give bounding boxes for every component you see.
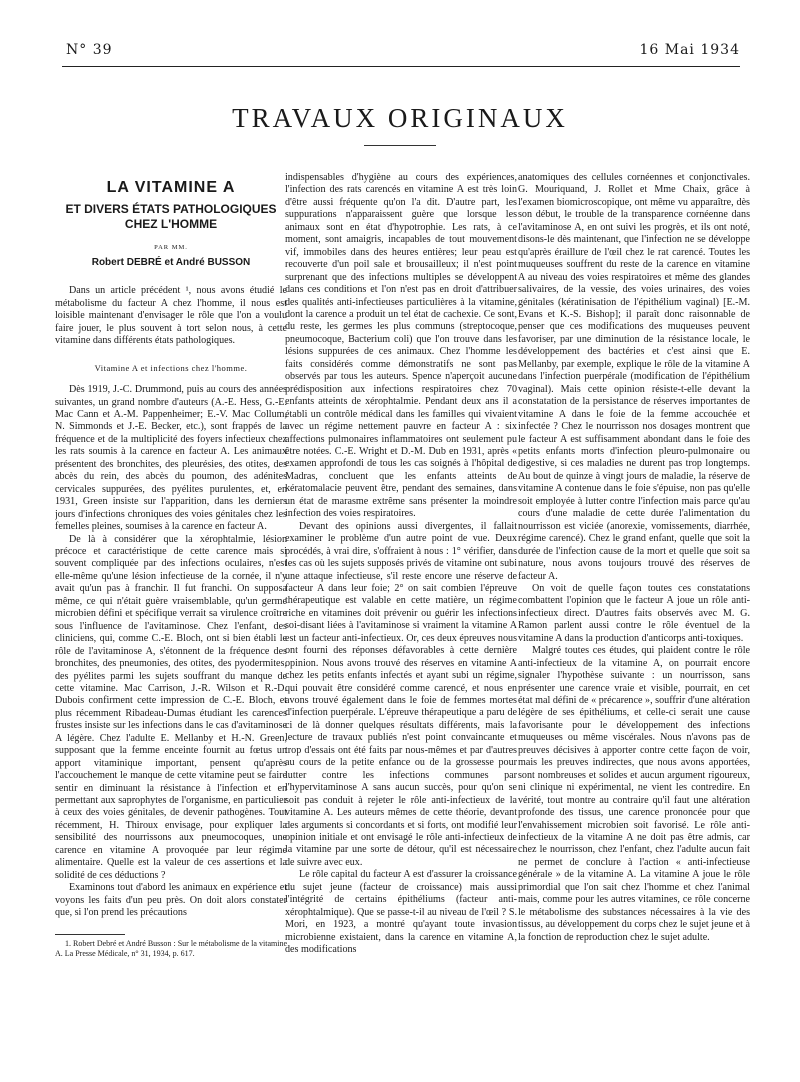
footnote-rule <box>55 934 125 935</box>
article-title: LA VITAMINE A <box>106 179 236 196</box>
section-title: TRAVAUX ORIGINAUX <box>232 103 568 133</box>
subheading: Vitamine A et infections chez l'homme. <box>94 362 248 373</box>
header-rule <box>62 66 740 67</box>
title-rule <box>364 145 436 146</box>
paragraph: De là à considérer que la xérophtalmie, lésion précoce et caractéristique de cette carence mais si souvent compliquée par des infections oculaires, n'est elle-même qu'une lésion infectieuse de la cornée, il n'y avait qu'un pas à franchir. Il fut franchi. On supposa même, ce qui n'était guère vraisemblable, qu'un germe microbien défini et spécifique verrait sa virulence croître sous l'influence de l'avitaminose. Chez l'enfant, des cliniciens, qui, comme C.-E. Bloch, ont si bien établi le rôle de l'avitaminose A, s'étonnent de la fréquence des bronchites, des pneumonies, des otites, des pyodermites, des pyélites parmi les sujets souffrant du manque de cette vitamine. Mac Carrison, J.-R. Wilson et R.-D. Dubois confirment cette impression de C.-E. Bloch, et plus récemment Ribadeau-Dumas étudiant les carences frustes insiste sur les infections dans le cas d'avitaminose A légère. Chez l'adulte E. Mellanby et H.-N. Green, supposant que la femme enceinte fournit au fœtus un apport vitaminique important, pensent qu'après l'accouchement le manque de cette vitamine peut se faire sentir en diminuant la résistance à l'infection et en permettant aux saprophytes de l'organisme, en particulier à ceux des voies génitales, de devenir pathogènes. Tout récemment, H. Thiroux envisage, pour expliquer la sensibilité des nourrissons aux pneumocoques, une carence en vitamine A provoquée par leur régime alimentaire. Quelle est la valeur de ces assertions et la solidité de ces déductions ? <box>55 533 287 881</box>
article-subtitle-1: ET DIVERS ÉTATS PATHOLOGIQUES <box>65 202 277 217</box>
issue-number: N° 39 <box>66 42 113 58</box>
column-3 <box>518 172 750 1062</box>
paragraph: Dès 1919, J.-C. Drummond, puis au cours des années suivantes, un grand nombre d'auteurs (A.-E. Hess, G.-E. Mac Cann et A.-M. Pappenheimer; E.-V. Mac Collum, N. Simmonds et J.-E. Becker, etc.), sont frappés de la fréquence et de la multiplicité des foyers infectieux chez les rats soumis à la carence en facteur A. Les animaux présentent des bronchites, des pleurésies, des otites, des abcès du rein, des abcès du poumon, des adénites cervicales suppurées, des pyélites purulentes, et, en 1931, Green insiste sur l'apparition, dans les derniers jours d'infections chroniques des voies génitales chez les femelles pleines, soumises à la carence en facteur A. <box>55 384 287 533</box>
column-1 <box>55 178 287 1058</box>
paragraph: indispensables d'hygiène au cours des expériences, l'infection des rats carencés en vitamine A est très loin d'être aussi fréquente qu'on l'a dit. D'autre part, les suppurations n'apparaissent guère que lorsque les animaux sont en état d'hypotrophie. Les rats, à ce moment, sont amaigris, incapables de tout mouvement vif, immobiles dans des heures entières; leur peau est recouverte d'un poil sale et brousailleux; il n'est point surprenant que des infections multiples se développent dans ces conditions et l'on n'est pas en droit d'attribuer des qualités anti-infectieuses particulières à la vitamine, dont la carence a produit un tel état de cachexie. Ce sont, du reste, les germes les plus communs (streptocoque, pneumocoque, Bacterium coli) que l'on trouve dans les lésions suppurées de ces animaux. Chez l'homme les faits considérés comme démonstratifs ne sont pas observés par tous les auteurs. Spence n'aperçoit aucune prédisposition aux infections respiratoires chez 70 enfants atteints de xérophtalmie. Pendant deux ans il a établi un contrôle médical dans les familles qui vivaient avec un régime nettement pauvre en facteur A : six affections pulmonaires inflammatoires ont seulement pu être notées. C.-E. Wright et D.-M. Dub en 1931, après « examen approfondi de tous les cas soignés à l'hôpital de Madras, concluent que les enfants atteints de kératomalacie peuvent être, pendant des semaines, dans un état de marasme extrême sans présenter la moindre infection des voies respiratoires. <box>285 172 517 520</box>
article-subtitle-2: CHEZ L'HOMME <box>124 217 218 232</box>
paragraph: Examinons tout d'abord les animaux en expérience et voyons les faits d'un peu près. On doit alors constater que, si l'on prend les précautions <box>55 882 287 919</box>
paragraph: On voit de quelle façon toutes ces constatations combattent l'opinion que le facteur A joue un rôle anti-infectieux direct. D'autres faits observés avec M. G. Ramon parlent aussi contre le rôle éventuel de la vitamine A dans la production d'anticorps anti-toxiques. <box>518 582 750 644</box>
column-2 <box>285 172 517 1062</box>
footnote: 1. Robert Debré et André Busson : Sur le métabolisme de la vitamine A. La Presse Médicale, n° 31, 1934, p. 617. <box>55 938 287 958</box>
issue-date: 16 Mai 1934 <box>639 42 740 58</box>
byline-par: PAR MM. <box>154 244 188 252</box>
paragraph: Malgré toutes ces études, qui plaident contre le rôle anti-infectieux de la vitamine A, on pourrait encore signaler l'hypothèse suivante : un nourrisson, sans présenter une carence vraie et visible, pourrait, en cet état mal défini de « précarence », souffrir d'une altération légère de ses épithéliums, et celle-ci serait une cause favorisante pour le développement des infections muqueuses ou même viscérales. Nous n'avons pas de preuves décisives à apporter contre cette façon de voir, mais les preuves indirectes, que nous avons apportées, sont nombreuses et solides et aucun argument rigoureux, ni clinique ni expérimental, ne vient les contredire. En vérité, tout montre au contraire qu'il faut une altération profonde des tissus, une carence prononcée pour que l'envahissement microbien soit favorisé. Le rôle anti-infectieux de la vitamine A ne doit pas être admis, car chez le nourrisson, chez l'enfant, chez l'adulte aucun fait ne permet de conclure à l'action « anti-infectieuse générale » de la vitamine A. La vitamine A joue le rôle primordial que l'on sait chez l'homme et chez l'animal mais, comme pour les autres vitamines, ce rôle concerne le métabolisme des substances nécessaires à la vie des tissus, au développement du corps chez le sujet jeune et à la fonction de reproduction chez le sujet adulte. <box>518 645 750 943</box>
paragraph: anatomiques des cellules cornéennes et conjonctivales. G. Mouriquand, J. Rollet et Mme Chaix, grâce à l'examen biomicroscopique, ont même vu apparaître, dès son début, le trouble de la transparence cornéenne dans l'avitaminose A, en ont suivi les progrès, et ils ont noté, disons-le dès maintenant, que l'infection ne se développe qu'après éraillure de l'œil chez le rat carencé. Toutes les muqueuses souffrent du reste de la carence en vitamine A au niveau des voies respiratoires et même des glandes salivaires, de la vessie, des voies urinaires, des voies génitales (kératinisation de l'épithélium vaginal) [E.-M. Evans et K.-S. Bishop]; il paraît donc raisonnable de penser que ces modifications des muqueuses peuvent favoriser, par une diminution de la résistance locale, le développement des bactéries et c'est ainsi que E. Mellanby, par exemple, explique le rôle de la vitamine A dans l'infection puerpérale (modification de l'épithélium vaginal). Mais cette opinion résiste-t-elle devant la constatation de la persistance de réserves importantes de vitamine A dans le foie de la femme accouchée et infectée ? Chez le nourrisson nos dosages montrent que le facteur A est suffisamment abondant dans le foie des petits enfants morts d'infection pleuro-pulmonaire ou digestive, si ces maladies ne durent pas trop longtemps. Au bout de quinze à vingt jours de maladie, la réserve de vitamine A contenue dans le foie s'épuise, non pas qu'elle soit employée à lutter contre l'infection mais parce qu'au cours d'une maladie de cette durée l'alimentation du nourrisson est viciée (anorexie, vomissements, diarrhée, régime carencé). Chez le grand enfant, quelle que soit la durée de l'infection cause de la mort et quelle que soit sa nature, nous avons toujours trouvé des réserves de facteur A. <box>518 172 750 582</box>
paragraph: Dans un article précédent ¹, nous avons étudié le métabolisme du facteur A chez l'homme, il nous est loisible maintenant d'envisager le rôle que l'on a voulu faire jouer, le plus souvent à tort selon nous, à cette vitamine dans différents états pathologiques. <box>55 285 287 347</box>
paragraph: Le rôle capital du facteur A est d'assurer la croissance du sujet jeune (facteur de croissance) mais aussi l'intégrité de certains épithéliums (facteur anti-xérophtalmique). Que se passe-t-il au niveau de l'œil ? S. Mori, en 1923, a montré qu'ayant toute invasion microbienne existaient, dans la carence en vitamine A, des modifications <box>285 869 517 956</box>
paragraph: Devant des opinions aussi divergentes, il fallait examiner le problème d'un autre point de vue. Deux procédés, à vrai dire, s'offraient à nous : 1° vérifier, dans les cas où les sujets supposés privés de vitamine ont subi une attaque infectieuse, s'il reste encore une réserve de facteur A dans leur foie; 2° on sait combien l'épreuve thérapeutique est valable en cette matière, un régime riche en vitamines doit prévenir ou guérir les infections soi-disant liées à l'avitaminose si vraiment la vitamine A est un facteur anti-infectieux. Or, ces deux épreuves nous ont fourni des réponses défavorables à cette dernière opinion. Nous avons trouvé des réserves en vitamine A chez les petits enfants infectés et ayant subi un régime, qui pouvait être considéré comme carencé, et nous en avons trouvé également dans le foie de femmes mortes d'infection puerpérale. L'épreuve thérapeutique a paru de ci de là donner quelques résultats différents, mais la lecture de travaux publiés n'est point convaincante et trop d'essais ont été faits par nous-mêmes et par d'autres au cours de la petite enfance ou de la grossesse pour lutter contre les infections communes par l'hypervitaminose A sans aucun succès, pour qu'on se soit pas conduit à rejeter le rôle anti-infectieux de la vitamine A. Les auteurs mêmes de cette théorie, devant des arguments si concordants et si forts, ont modifié leur opinion initiale et ont envisagé le rôle anti-infectieux de la vitamine par une sorte de détour, qu'il est nécessaire de suivre avec eux. <box>285 520 517 868</box>
authors: Robert DEBRÉ et André BUSSON <box>91 256 251 268</box>
